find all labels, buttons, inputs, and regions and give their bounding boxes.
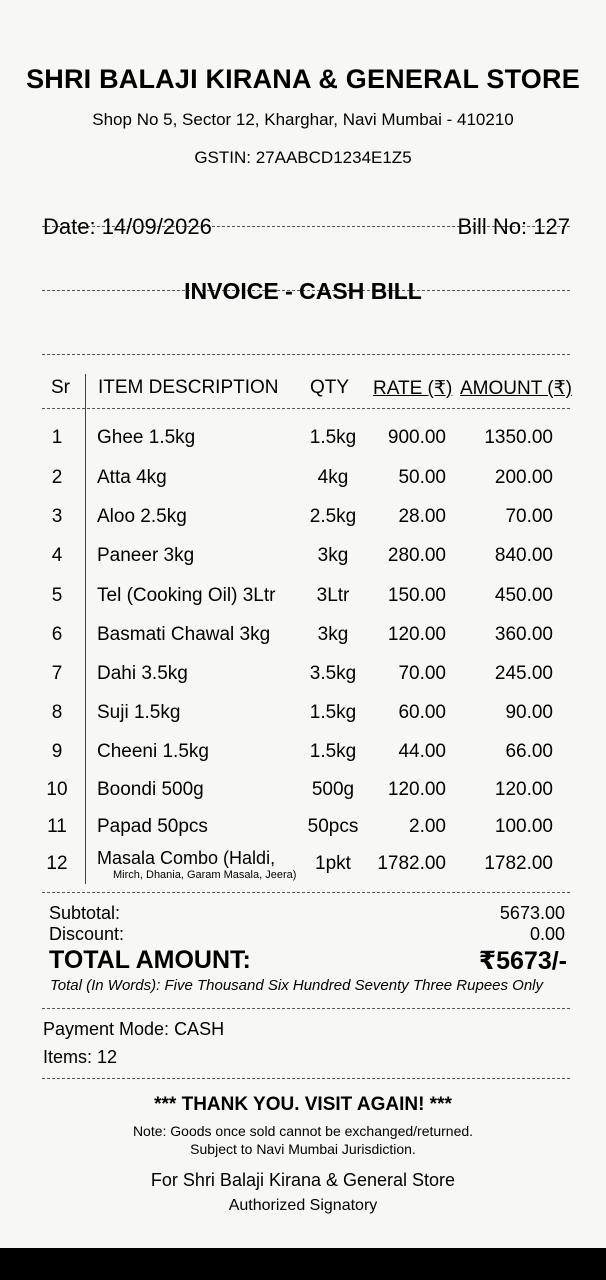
row-qty: 1.5kg: [309, 741, 357, 762]
row-rate: 60.00: [398, 702, 446, 723]
row-sr: 3: [51, 506, 63, 527]
row-description: Suji 1.5kg: [97, 702, 181, 723]
row-rate: 2.00: [409, 816, 446, 837]
items-count: Items: 12: [43, 1047, 118, 1067]
row-description: Masala Combo (Haldi,: [97, 848, 276, 868]
table-row: [0, 467, 606, 497]
exchange-note: Note: Goods once sold cannot be exchanged/returned.: [132, 1123, 474, 1139]
row-rate: 150.00: [387, 585, 446, 606]
divider: [42, 892, 570, 893]
row-qty: 4kg: [317, 467, 349, 488]
row-qty: 1pkt: [315, 853, 351, 874]
for-store: For Shri Balaji Kirana & General Store: [150, 1170, 456, 1190]
row-sr: 1: [51, 427, 63, 448]
store-name: SHRI BALAJI KIRANA & GENERAL STORE: [26, 64, 580, 94]
row-qty: 50pcs: [307, 816, 359, 837]
row-amount: 1782.00: [484, 853, 553, 874]
col-header-sr: Sr: [51, 377, 70, 398]
table-row: [0, 427, 606, 457]
table-row: [0, 545, 606, 575]
row-sr: 9: [51, 741, 63, 762]
row-qty: 3kg: [317, 545, 349, 566]
row-description: Aloo 2.5kg: [97, 506, 187, 527]
amount-in-words: Total (In Words): Five Thousand Six Hundred Seventy Three Rupees Only: [50, 977, 544, 994]
row-amount: 120.00: [494, 779, 553, 800]
divider: [42, 408, 570, 409]
thank-you-message: *** THANK YOU. VISIT AGAIN! ***: [154, 1094, 452, 1115]
discount-value: 0.00: [529, 924, 565, 944]
row-rate: 44.00: [398, 741, 446, 762]
row-rate: 50.00: [398, 467, 446, 488]
row-description: Paneer 3kg: [97, 545, 195, 566]
row-qty: 3.5kg: [309, 663, 357, 684]
discount-label: Discount:: [49, 924, 125, 944]
row-qty: 2.5kg: [309, 506, 357, 527]
table-row: [0, 585, 606, 615]
table-row: [0, 663, 606, 693]
authorized-signatory: Authorized Signatory: [228, 1197, 378, 1214]
table-row: [0, 816, 606, 846]
bill-number: Bill No: 127: [457, 214, 570, 239]
row-rate: 1782.00: [377, 853, 446, 874]
total-amount-value: ₹5673/-: [478, 947, 567, 975]
row-sr: 5: [51, 585, 63, 606]
receipt-content: [0, 32, 606, 1248]
row-description: Ghee 1.5kg: [97, 427, 196, 448]
row-amount: 66.00: [505, 741, 553, 762]
table-row: [0, 702, 606, 732]
row-amount: 100.00: [494, 816, 553, 837]
jurisdiction-note: Subject to Navi Mumbai Jurisdiction.: [190, 1141, 416, 1157]
bill-date: Date: 14/09/2026: [43, 214, 212, 239]
row-qty: 3Ltr: [316, 585, 350, 606]
row-amount: 70.00: [505, 506, 553, 527]
divider: [42, 1078, 570, 1079]
row-description: Cheeni 1.5kg: [97, 741, 209, 762]
row-rate: 70.00: [398, 663, 446, 684]
row-qty: 3kg: [317, 624, 349, 645]
row-description: Papad 50pcs: [97, 816, 208, 837]
row-amount: 360.00: [494, 624, 553, 645]
subtotal-label: Subtotal:: [49, 903, 121, 923]
row-description: Atta 4kg: [97, 467, 167, 488]
row-sr: 12: [46, 853, 68, 874]
col-header-amount: AMOUNT (₹): [460, 378, 573, 399]
row-sr: 11: [47, 816, 67, 837]
store-address: Shop No 5, Sector 12, Kharghar, Navi Mumbai - 410210: [92, 110, 514, 129]
col-header-description: ITEM DESCRIPTION: [98, 377, 279, 398]
row-description: Boondi 500g: [97, 779, 204, 800]
row-amount: 245.00: [494, 663, 553, 684]
divider: [42, 354, 570, 355]
table-row: [0, 624, 606, 654]
row-description: Tel (Cooking Oil) 3Ltr: [97, 585, 276, 606]
table-row: [0, 506, 606, 536]
subtotal-value: 5673.00: [499, 903, 565, 923]
row-qty: 1.5kg: [309, 702, 357, 723]
col-header-qty: QTY: [310, 377, 350, 398]
row-rate: 900.00: [387, 427, 446, 448]
row-amount: 90.00: [505, 702, 553, 723]
row-description: Basmati Chawal 3kg: [97, 624, 271, 645]
row-rate: 28.00: [398, 506, 446, 527]
row-rate: 120.00: [387, 779, 446, 800]
table-row: [0, 848, 606, 881]
table-row: [0, 779, 606, 809]
table-row: [0, 741, 606, 771]
row-sr: 2: [51, 467, 63, 488]
divider: [42, 1008, 570, 1009]
row-description-continued: Mirch, Dhania, Garam Masala, Jeera): [113, 869, 297, 881]
row-qty: 1.5kg: [309, 427, 357, 448]
row-sr: 8: [51, 702, 63, 723]
row-amount: 450.00: [494, 585, 553, 606]
row-sr: 6: [51, 624, 63, 645]
row-rate: 280.00: [387, 545, 446, 566]
row-amount: 200.00: [494, 467, 553, 488]
row-sr: 7: [51, 663, 63, 684]
row-description: Dahi 3.5kg: [97, 663, 188, 684]
row-sr: 4: [51, 545, 63, 566]
payment-mode: Payment Mode: CASH: [43, 1019, 225, 1039]
col-header-rate: RATE (₹): [373, 378, 453, 399]
row-qty: 500g: [311, 779, 355, 800]
row-amount: 840.00: [494, 545, 553, 566]
invoice-title: INVOICE - CASH BILL: [184, 278, 422, 304]
gstin: GSTIN: 27AABCD1234E1Z5: [194, 148, 412, 167]
row-amount: 1350.00: [484, 427, 553, 448]
row-rate: 120.00: [387, 624, 446, 645]
total-amount-label: TOTAL AMOUNT:: [49, 946, 251, 974]
row-sr: 10: [46, 779, 68, 800]
